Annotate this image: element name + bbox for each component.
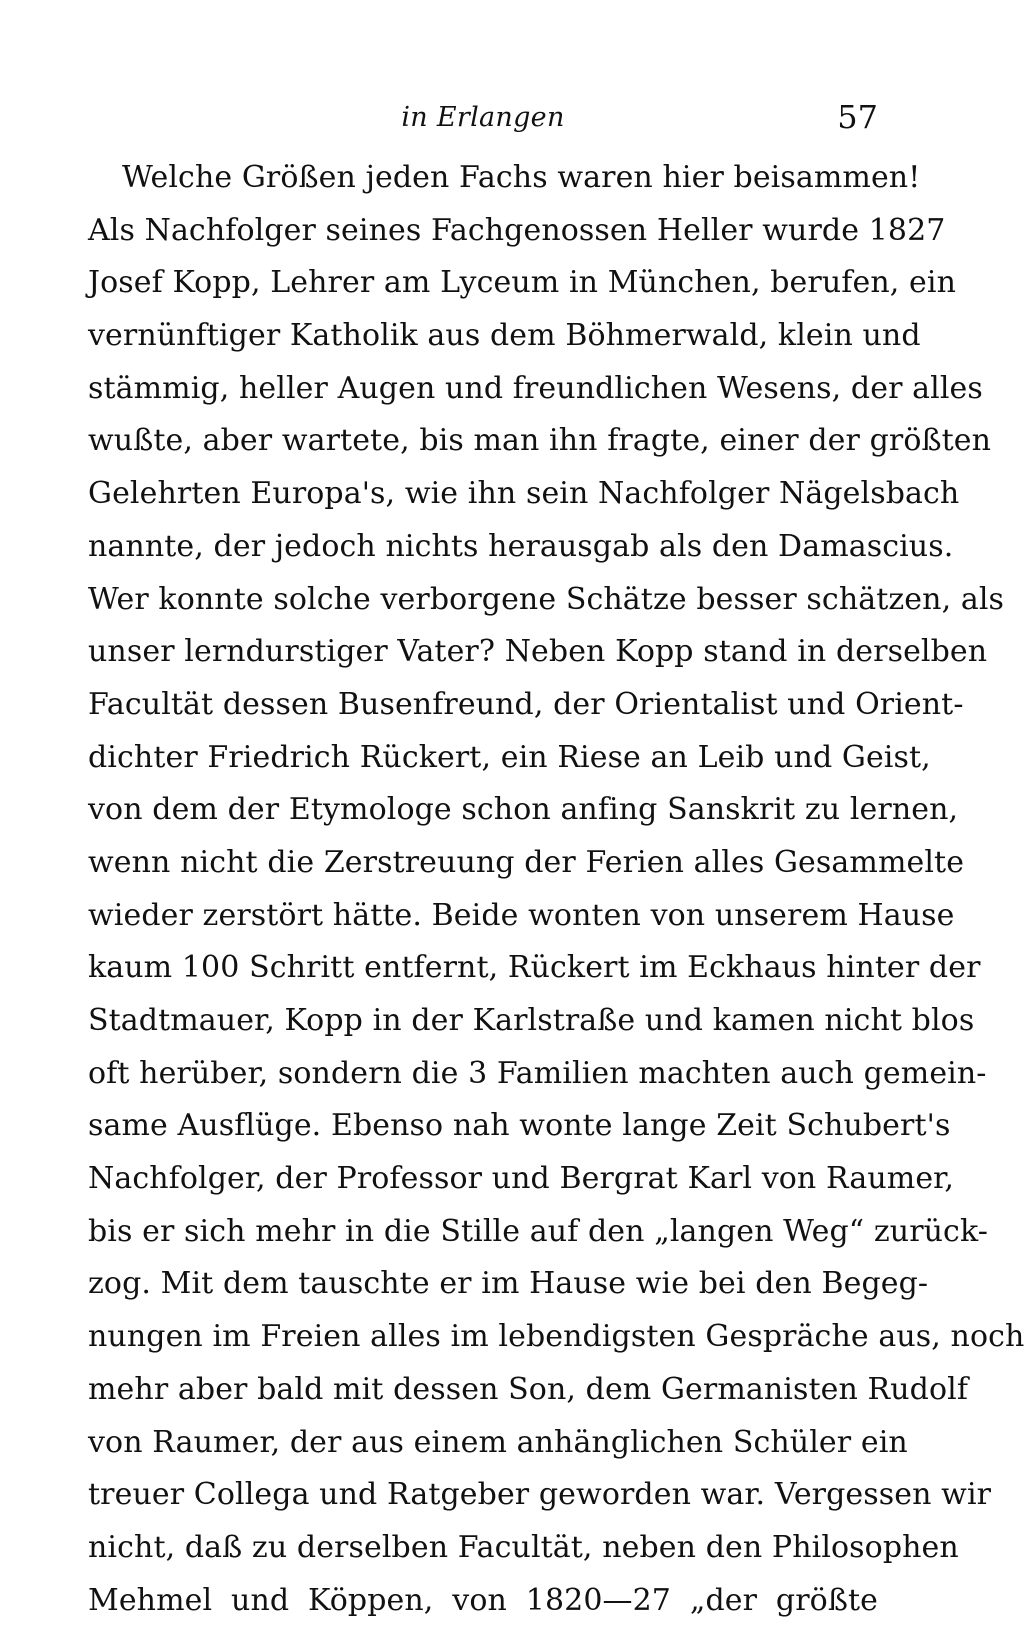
text-line: stämmig, heller Augen und freundlichen Wesens, der alles	[88, 370, 983, 406]
text-line: oft herüber, sondern die 3 Familien machten auch gemein-	[88, 1055, 987, 1091]
text-line: zog. Mit dem tauschte er im Hause wie bei den Begeg-	[88, 1266, 929, 1302]
text-line: vernünftiger Katholik aus dem Böhmerwald, klein und	[88, 318, 921, 354]
body-text	[88, 152, 1024, 1627]
text-line: nicht, daß zu derselben Facultät, neben den Philosophen	[88, 1529, 959, 1565]
running-head	[88, 98, 878, 138]
text-line: Mehmel und Köppen, von 1820—27 „der größte	[88, 1582, 878, 1618]
text-line: same Ausflüge. Ebenso nah wonte lange Zeit Schubert's	[88, 1108, 951, 1144]
text-line: Wer konnte solche verborgene Schätze besser schätzen, als	[88, 581, 1005, 617]
text-line: nannte, der jedoch nichts herausgab als den Damascius.	[88, 528, 954, 564]
text-line: Nachfolger, der Professor und Bergrat Karl von Raumer,	[88, 1161, 954, 1197]
text-line: wieder zerstört hätte. Beide wonten von unserem Hause	[88, 897, 955, 933]
running-title: in Erlangen	[401, 102, 565, 133]
text-line: Facultät dessen Busenfreund, der Orientalist und Orient-	[88, 686, 964, 722]
text-line: mehr aber bald mit dessen Son, dem Germanisten Rudolf	[88, 1371, 969, 1407]
page-number: 57	[837, 98, 878, 136]
text-line: von dem der Etymologe schon anfing Sanskrit zu lernen,	[88, 792, 959, 828]
text-line: kaum 100 Schritt entfernt, Rückert im Eckhaus hinter der	[88, 950, 981, 986]
text-line: Als Nachfolger seines Fachgenossen Heller wurde 1827	[88, 212, 946, 248]
text-line: Stadtmauer, Kopp in der Karlstraße und kamen nicht blos	[88, 1003, 975, 1038]
text-line: wenn nicht die Zerstreuung der Ferien alles Gesammelte	[88, 844, 965, 880]
text-line: wußte, aber wartete, bis man ihn fragte, einer der größten	[88, 423, 992, 459]
text-line: nungen im Freien alles im lebendigsten Gespräche aus, noch	[88, 1319, 1024, 1355]
text-line: Welche Größen jeden Fachs waren hier beisammen!	[122, 160, 921, 195]
text-line: treuer Collega und Ratgeber geworden war. Vergessen wir	[88, 1477, 992, 1513]
text-line: Gelehrten Europa's, wie ihn sein Nachfolger Nägelsbach	[88, 476, 960, 512]
text-line: von Raumer, der aus einem anhänglichen Schüler ein	[88, 1424, 908, 1460]
text-line: Josef Kopp, Lehrer am Lyceum in München, berufen, ein	[88, 265, 956, 301]
text-line: unser lerndurstiger Vater? Neben Kopp stand in derselben	[88, 634, 988, 670]
text-line: dichter Friedrich Rückert, ein Riese an Leib und Geist,	[88, 739, 931, 775]
text-line: bis er sich mehr in die Stille auf den „langen Weg“ zurück-	[88, 1213, 988, 1249]
